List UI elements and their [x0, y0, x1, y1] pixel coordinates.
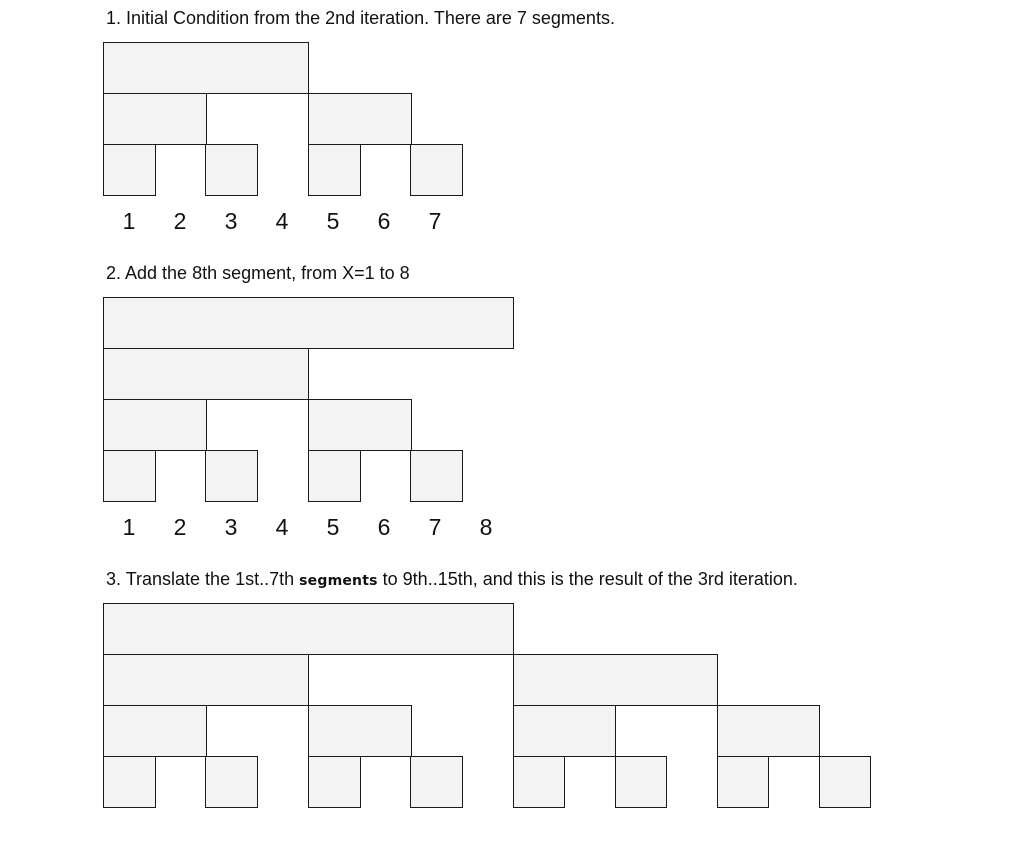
step1-tick-7: 7 [428, 208, 442, 234]
step3-segment-15 [819, 756, 871, 808]
step1-tick-4: 4 [275, 208, 289, 234]
step3-segment-14 [717, 705, 820, 757]
step3-caption-segments-word: segments [299, 573, 378, 589]
step1-tick-2: 2 [173, 208, 187, 234]
step3-segment-12 [513, 654, 718, 706]
step2-tick-1: 1 [122, 514, 136, 540]
step2-tick-3: 3 [224, 514, 238, 540]
step1-tick-1: 1 [122, 208, 136, 234]
step2-tick-6: 6 [377, 514, 391, 540]
step3-segment-9 [513, 756, 565, 808]
step3-caption-part1: 3. Translate the 1st..7th [106, 569, 300, 589]
step2-tick-8: 8 [479, 514, 493, 540]
step3-caption-part3: to 9th..15th, and this is the result of the 3rd iteration. [377, 569, 798, 589]
step3-segment-4 [103, 654, 309, 706]
step1-caption: 1. Initial Condition from the 2nd iteration. There are 7 segments. [106, 8, 615, 28]
step2-caption: 2. Add the 8th segment, from X=1 to 8 [106, 263, 410, 283]
step2-tick-4: 4 [275, 514, 289, 540]
step2-tick-5: 5 [326, 514, 340, 540]
step3-segment-1 [103, 756, 156, 808]
step3-segment-10 [513, 705, 616, 757]
step3-segment-2 [103, 705, 207, 757]
step3-segment-7 [410, 756, 463, 808]
step3-segment-13 [717, 756, 769, 808]
step3-segment-5 [308, 756, 361, 808]
step3-segment-6 [308, 705, 412, 757]
step3-segment-11 [615, 756, 667, 808]
step2-tick-2: 2 [173, 514, 187, 540]
step3-segment-3 [205, 756, 258, 808]
step1-tick-5: 5 [326, 208, 340, 234]
step1-tick-6: 6 [377, 208, 391, 234]
step1-tick-3: 3 [224, 208, 238, 234]
step2-tick-7: 7 [428, 514, 442, 540]
step3-segment-8 [103, 603, 514, 655]
